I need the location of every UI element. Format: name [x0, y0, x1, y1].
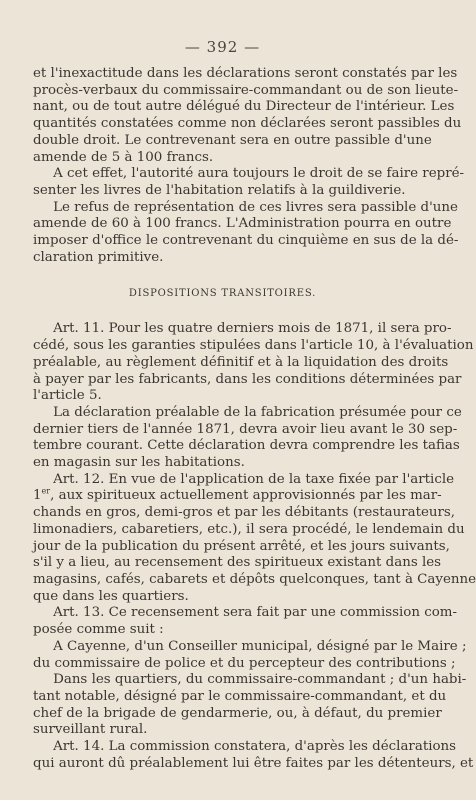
text-line: Art. 13. Ce recensement sera fait par une commission com-	[53, 605, 458, 621]
text-line: senter les livres de l'habitation relatifs à la guildiverie.	[33, 182, 406, 198]
text-line: amende de 5 à 100 francs.	[33, 149, 214, 165]
text-line: La déclaration préalable de la fabrication présumée pour ce	[53, 404, 462, 420]
text-line: à payer par les fabricants, dans les conditions déterminées par	[33, 371, 462, 387]
text-line: Art. 14. La commission constatera, d'après les déclarations	[53, 739, 457, 755]
text-line: l'article 5.	[33, 388, 102, 404]
text-line: préalable, au règlement définitif et à la liquidation des droits	[33, 354, 449, 370]
text-line: chef de la brigade de gendarmerie, ou, à défaut, du premier	[33, 705, 442, 721]
text-line: Le refus de représentation de ces livres sera passible d'une	[53, 199, 458, 215]
text-line: 1er, aux spiritueux actuellement approvisionnés par les mar-	[33, 487, 442, 504]
text-line: qui auront dû préalablement lui être faites par les détenteurs, et	[33, 755, 474, 771]
text-line: procès-verbaux du commissaire-commandant ou de son lieute-	[33, 82, 459, 98]
text-line: double droit. Le contrevenant sera en outre passible d'une	[33, 132, 432, 148]
text-line: imposer d'office le contrevenant du cinquième en sus de la dé-	[33, 233, 459, 249]
text-line: A Cayenne, d'un Conseiller municipal, désigné par le Maire ;	[53, 638, 467, 654]
text-line: tant notable, désigné par le commissaire-commandant, et du	[33, 688, 447, 704]
text-line: amende de 60 à 100 francs. L'Administration pourra en outre	[33, 216, 452, 232]
text-line: magasins, cafés, cabarets et dépôts quelconques, tant à Cayenne	[33, 571, 476, 587]
text-line: jour de la publication du présent arrêté, et les jours suivants,	[33, 538, 450, 554]
text-line: claration primitive.	[33, 249, 164, 265]
text-line: s'il y a lieu, au recensement des spiritueux existant dans les	[33, 555, 442, 571]
text-line: quantités constatées comme non déclarées seront passibles du	[33, 116, 462, 132]
text-line: que dans les quartiers.	[33, 588, 189, 604]
text-line: du commissaire de police et du percepteur des contributions ;	[33, 655, 456, 671]
text-line: A cet effet, l'autorité aura toujours le droit de se faire repré-	[53, 166, 465, 182]
text-line: Art. 11. Pour les quatre derniers mois de 1871, il sera pro-	[53, 321, 452, 337]
text-line: et l'inexactitude dans les déclarations seront constatés par les	[33, 66, 458, 81]
text-line: limonadiers, cabaretiers, etc.), il sera procédé, le lendemain du	[33, 521, 465, 537]
text-line: tembre courant. Cette déclaration devra comprendre les tafias	[33, 438, 460, 454]
text-line: dernier tiers de l'année 1871, devra avoir lieu avant le 30 sep-	[33, 421, 458, 437]
text-line: chands en gros, demi-gros et par les débitants (restaurateurs,	[33, 505, 456, 521]
text-line: Art. 12. En vue de l'application de la taxe fixée par l'article	[53, 471, 455, 487]
section-heading: DISPOSITIONS TRANSITOIRES.	[128, 288, 317, 300]
page-number: — 392 —	[184, 38, 261, 56]
text-line: nant, ou de tout autre délégué du Directeur de l'intérieur. Les	[33, 99, 455, 115]
text-line: en magasin sur les habitations.	[33, 455, 245, 471]
text-line: cédé, sous les garanties stipulées dans l'article 10, à l'évaluation	[33, 338, 474, 354]
text-line: Dans les quartiers, du commissaire-commandant ; d'un habi-	[53, 672, 467, 688]
paragraphs-before-heading	[33, 66, 465, 266]
text-line: surveillant rural.	[33, 722, 148, 738]
paragraphs-after-heading	[33, 321, 476, 772]
text-line: posée comme suit :	[33, 622, 164, 638]
